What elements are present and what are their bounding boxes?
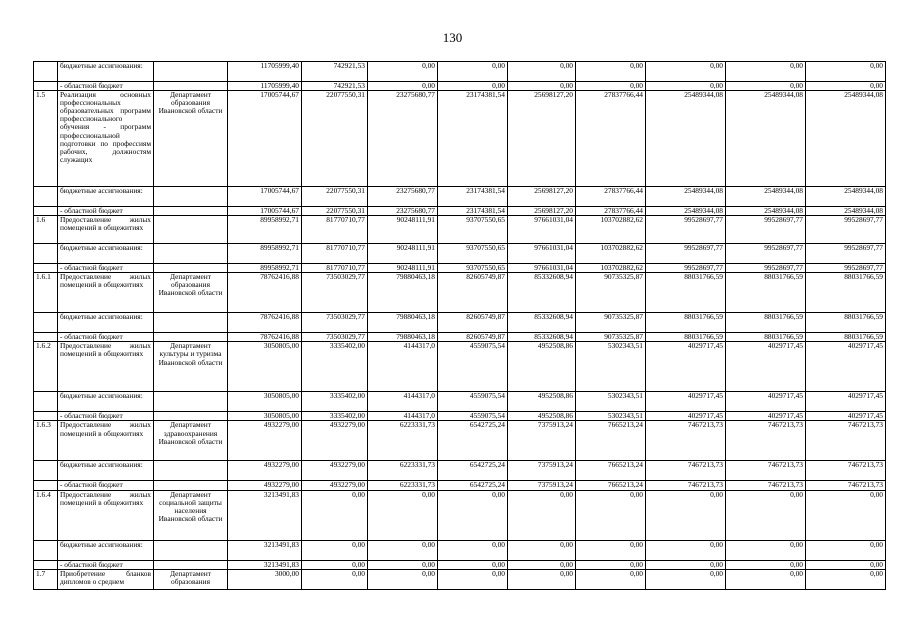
row-value-1: 11705999,40 bbox=[228, 62, 302, 82]
row-value-4: 6542725,24 bbox=[438, 461, 508, 481]
row-value-1: 4932279,00 bbox=[228, 481, 302, 490]
row-responsible bbox=[154, 62, 228, 82]
row-value-4: 0,00 bbox=[438, 82, 508, 91]
row-value-2: 81770710,77 bbox=[302, 264, 368, 273]
row-value-2: 22077550,31 bbox=[302, 91, 368, 187]
budget-table bbox=[33, 61, 886, 590]
row-value-1: 3050805,00 bbox=[228, 342, 302, 392]
row-name: - областной бюджет bbox=[58, 264, 154, 273]
row-name: Предоставление жилых помещений в общежитиях bbox=[58, 342, 154, 392]
row-name: Предоставление жилых помещений в общежитиях bbox=[58, 490, 154, 540]
row-value-4: 4559075,54 bbox=[438, 342, 508, 392]
row-value-1: 3213491,83 bbox=[228, 560, 302, 569]
row-name: бюджетные ассигнования: bbox=[58, 187, 154, 207]
row-value-4: 82605749,87 bbox=[438, 273, 508, 313]
row-value-2: 22077550,31 bbox=[302, 187, 368, 207]
row-value-8: 0,00 bbox=[726, 560, 806, 569]
row-responsible: Департамент образования Ивановской области bbox=[154, 273, 228, 313]
row-value-8: 88031766,59 bbox=[726, 333, 806, 342]
row-value-6: 5302343,51 bbox=[576, 342, 646, 392]
row-value-5: 0,00 bbox=[508, 569, 576, 589]
row-value-9: 7467213,73 bbox=[806, 481, 886, 490]
row-code bbox=[34, 244, 58, 264]
row-value-4: 6542725,24 bbox=[438, 421, 508, 461]
row-value-4: 93707550,65 bbox=[438, 244, 508, 264]
row-value-6: 7665213,24 bbox=[576, 461, 646, 481]
row-value-4: 0,00 bbox=[438, 569, 508, 589]
row-name: бюджетные ассигнования: bbox=[58, 392, 154, 412]
row-name: - областной бюджет bbox=[58, 412, 154, 421]
row-value-4: 0,00 bbox=[438, 490, 508, 540]
row-value-8: 88031766,59 bbox=[726, 313, 806, 333]
row-value-9: 88031766,59 bbox=[806, 313, 886, 333]
row-value-2: 0,00 bbox=[302, 560, 368, 569]
row-value-7: 88031766,59 bbox=[646, 313, 726, 333]
row-name: - областной бюджет bbox=[58, 82, 154, 91]
row-value-4: 0,00 bbox=[438, 560, 508, 569]
row-value-8: 4029717,45 bbox=[726, 342, 806, 392]
row-value-2: 4932279,00 bbox=[302, 461, 368, 481]
row-value-9: 4029717,45 bbox=[806, 392, 886, 412]
table-row bbox=[34, 333, 886, 342]
row-value-8: 25489344,08 bbox=[726, 91, 806, 187]
table-row bbox=[34, 560, 886, 569]
row-value-8: 99528697,77 bbox=[726, 244, 806, 264]
row-value-2: 81770710,77 bbox=[302, 244, 368, 264]
row-value-6: 0,00 bbox=[576, 490, 646, 540]
row-value-4: 6542725,24 bbox=[438, 481, 508, 490]
row-responsible bbox=[154, 333, 228, 342]
row-value-1: 3000,00 bbox=[228, 569, 302, 589]
row-value-3: 90248111,91 bbox=[368, 244, 438, 264]
table-row bbox=[34, 412, 886, 421]
row-value-8: 0,00 bbox=[726, 62, 806, 82]
row-value-8: 0,00 bbox=[726, 540, 806, 560]
row-code bbox=[34, 82, 58, 91]
row-value-3: 4144317,0 bbox=[368, 392, 438, 412]
row-value-2: 742921,53 bbox=[302, 82, 368, 91]
row-value-5: 25698127,20 bbox=[508, 91, 576, 187]
table-row bbox=[34, 342, 886, 392]
row-responsible: Департамент образования bbox=[154, 569, 228, 589]
row-value-2: 22077550,31 bbox=[302, 207, 368, 216]
row-value-4: 23174381,54 bbox=[438, 207, 508, 216]
row-value-5: 0,00 bbox=[508, 82, 576, 91]
row-value-5: 85332608,94 bbox=[508, 273, 576, 313]
table-row bbox=[34, 313, 886, 333]
row-value-8: 0,00 bbox=[726, 82, 806, 91]
row-value-7: 0,00 bbox=[646, 569, 726, 589]
row-value-9: 99528697,77 bbox=[806, 264, 886, 273]
row-name: - областной бюджет bbox=[58, 481, 154, 490]
row-value-5: 97661031,04 bbox=[508, 216, 576, 244]
row-value-8: 25489344,08 bbox=[726, 187, 806, 207]
row-value-8: 0,00 bbox=[726, 490, 806, 540]
row-name: бюджетные ассигнования: bbox=[58, 540, 154, 560]
row-value-3: 6223331,73 bbox=[368, 421, 438, 461]
row-value-9: 88031766,59 bbox=[806, 333, 886, 342]
row-value-9: 25489344,08 bbox=[806, 207, 886, 216]
row-value-9: 88031766,59 bbox=[806, 273, 886, 313]
row-value-4: 0,00 bbox=[438, 540, 508, 560]
row-value-3: 23275680,77 bbox=[368, 207, 438, 216]
row-value-8: 7467213,73 bbox=[726, 481, 806, 490]
row-value-8: 4029717,45 bbox=[726, 392, 806, 412]
row-value-9: 0,00 bbox=[806, 569, 886, 589]
row-responsible bbox=[154, 392, 228, 412]
row-responsible: Департамент образования Ивановской области bbox=[154, 91, 228, 187]
row-responsible bbox=[154, 244, 228, 264]
row-value-3: 0,00 bbox=[368, 490, 438, 540]
table-row bbox=[34, 490, 886, 540]
row-value-7: 99528697,77 bbox=[646, 244, 726, 264]
row-value-3: 79880463,18 bbox=[368, 333, 438, 342]
row-responsible bbox=[154, 82, 228, 91]
row-value-6: 0,00 bbox=[576, 82, 646, 91]
table-row bbox=[34, 273, 886, 313]
row-value-2: 3335402,00 bbox=[302, 392, 368, 412]
row-value-9: 7467213,73 bbox=[806, 461, 886, 481]
row-value-7: 7467213,73 bbox=[646, 421, 726, 461]
row-value-3: 0,00 bbox=[368, 62, 438, 82]
row-value-5: 85332608,94 bbox=[508, 313, 576, 333]
row-value-6: 103702882,62 bbox=[576, 264, 646, 273]
row-value-1: 78762416,88 bbox=[228, 333, 302, 342]
row-value-1: 78762416,88 bbox=[228, 313, 302, 333]
row-value-7: 0,00 bbox=[646, 62, 726, 82]
row-responsible: Департамент культуры и туризма Ивановской области bbox=[154, 342, 228, 392]
row-value-6: 103702882,62 bbox=[576, 216, 646, 244]
row-name: Приобретение бланков дипломов о среднем bbox=[58, 569, 154, 589]
row-value-5: 4952508,86 bbox=[508, 342, 576, 392]
row-value-7: 25489344,08 bbox=[646, 187, 726, 207]
row-name: Предоставление жилых помещений в общежитиях bbox=[58, 421, 154, 461]
row-value-6: 7665213,24 bbox=[576, 421, 646, 461]
table-row bbox=[34, 187, 886, 207]
row-value-4: 4559075,54 bbox=[438, 392, 508, 412]
row-value-5: 85332608,94 bbox=[508, 333, 576, 342]
row-responsible bbox=[154, 216, 228, 244]
row-value-7: 4029717,45 bbox=[646, 392, 726, 412]
row-name: бюджетные ассигнования: bbox=[58, 62, 154, 82]
row-value-1: 89958992,71 bbox=[228, 244, 302, 264]
row-value-4: 23174381,54 bbox=[438, 91, 508, 187]
row-value-9: 4029717,45 bbox=[806, 412, 886, 421]
row-responsible bbox=[154, 461, 228, 481]
row-value-2: 4932279,00 bbox=[302, 421, 368, 461]
row-code: 1.7 bbox=[34, 569, 58, 589]
row-code bbox=[34, 392, 58, 412]
row-code: 1.6.2 bbox=[34, 342, 58, 392]
row-value-5: 7375913,24 bbox=[508, 461, 576, 481]
row-value-5: 7375913,24 bbox=[508, 421, 576, 461]
row-name: Предоставление жилых помещений в общежитиях bbox=[58, 273, 154, 313]
row-value-4: 82605749,87 bbox=[438, 313, 508, 333]
row-value-6: 0,00 bbox=[576, 560, 646, 569]
row-value-1: 17005744,67 bbox=[228, 91, 302, 187]
row-value-2: 0,00 bbox=[302, 569, 368, 589]
table-row bbox=[34, 461, 886, 481]
row-value-2: 0,00 bbox=[302, 540, 368, 560]
row-value-4: 82605749,87 bbox=[438, 333, 508, 342]
row-code bbox=[34, 461, 58, 481]
row-value-3: 23275680,77 bbox=[368, 91, 438, 187]
row-value-2: 73503029,77 bbox=[302, 333, 368, 342]
row-value-3: 79880463,18 bbox=[368, 313, 438, 333]
row-name: бюджетные ассигнования: bbox=[58, 244, 154, 264]
row-responsible bbox=[154, 264, 228, 273]
row-value-1: 89958992,71 bbox=[228, 216, 302, 244]
row-code bbox=[34, 207, 58, 216]
row-name: Реализация основных профессиональных образовательных программ профессионального обучения - программ профессиональной подготовки по профессиям рабочих, должностям служащих bbox=[58, 91, 154, 187]
row-value-9: 0,00 bbox=[806, 490, 886, 540]
row-code: 1.6.4 bbox=[34, 490, 58, 540]
row-code bbox=[34, 560, 58, 569]
row-code: 1.6.1 bbox=[34, 273, 58, 313]
row-value-8: 99528697,77 bbox=[726, 264, 806, 273]
row-value-1: 11705999,40 bbox=[228, 82, 302, 91]
row-value-5: 0,00 bbox=[508, 540, 576, 560]
row-value-9: 7467213,73 bbox=[806, 421, 886, 461]
row-value-2: 0,00 bbox=[302, 490, 368, 540]
row-value-2: 3335402,00 bbox=[302, 412, 368, 421]
row-value-6: 27837766,44 bbox=[576, 187, 646, 207]
row-value-8: 7467213,73 bbox=[726, 461, 806, 481]
row-value-7: 88031766,59 bbox=[646, 273, 726, 313]
row-value-6: 0,00 bbox=[576, 62, 646, 82]
row-value-7: 4029717,45 bbox=[646, 412, 726, 421]
row-value-5: 0,00 bbox=[508, 62, 576, 82]
row-code: 1.6 bbox=[34, 216, 58, 244]
row-value-4: 93707550,65 bbox=[438, 264, 508, 273]
row-responsible bbox=[154, 560, 228, 569]
row-value-8: 88031766,59 bbox=[726, 273, 806, 313]
row-value-7: 0,00 bbox=[646, 490, 726, 540]
row-value-3: 6223331,73 bbox=[368, 461, 438, 481]
row-value-4: 0,00 bbox=[438, 62, 508, 82]
row-value-3: 4144317,0 bbox=[368, 412, 438, 421]
row-responsible bbox=[154, 187, 228, 207]
table-row bbox=[34, 91, 886, 187]
row-value-9: 99528697,77 bbox=[806, 244, 886, 264]
table-row bbox=[34, 207, 886, 216]
row-value-3: 6223331,73 bbox=[368, 481, 438, 490]
row-value-8: 25489344,08 bbox=[726, 207, 806, 216]
row-code: 1.5 bbox=[34, 91, 58, 187]
row-value-1: 3213491,83 bbox=[228, 540, 302, 560]
row-code bbox=[34, 412, 58, 421]
row-value-7: 0,00 bbox=[646, 540, 726, 560]
row-value-8: 4029717,45 bbox=[726, 412, 806, 421]
row-value-1: 4932279,00 bbox=[228, 461, 302, 481]
row-value-3: 0,00 bbox=[368, 540, 438, 560]
row-value-7: 7467213,73 bbox=[646, 481, 726, 490]
table-row bbox=[34, 569, 886, 589]
table-row bbox=[34, 82, 886, 91]
row-value-9: 25489344,08 bbox=[806, 187, 886, 207]
row-value-5: 4952508,86 bbox=[508, 392, 576, 412]
row-value-1: 17005744,67 bbox=[228, 187, 302, 207]
row-name: бюджетные ассигнования: bbox=[58, 461, 154, 481]
row-value-3: 79880463,18 bbox=[368, 273, 438, 313]
row-value-6: 0,00 bbox=[576, 569, 646, 589]
row-code bbox=[34, 62, 58, 82]
table-row bbox=[34, 540, 886, 560]
page-number: 130 bbox=[442, 30, 463, 45]
row-value-2: 73503029,77 bbox=[302, 273, 368, 313]
row-value-5: 0,00 bbox=[508, 490, 576, 540]
row-value-1: 17005744,67 bbox=[228, 207, 302, 216]
row-value-5: 25698127,20 bbox=[508, 187, 576, 207]
row-value-2: 4932279,00 bbox=[302, 481, 368, 490]
row-code bbox=[34, 313, 58, 333]
row-responsible bbox=[154, 313, 228, 333]
table-row bbox=[34, 244, 886, 264]
row-value-7: 0,00 bbox=[646, 82, 726, 91]
row-value-6: 5302343,51 bbox=[576, 412, 646, 421]
row-value-7: 25489344,08 bbox=[646, 207, 726, 216]
row-value-7: 4029717,45 bbox=[646, 342, 726, 392]
row-value-1: 3050805,00 bbox=[228, 412, 302, 421]
row-value-9: 4029717,45 bbox=[806, 342, 886, 392]
row-value-6: 27837766,44 bbox=[576, 207, 646, 216]
row-code bbox=[34, 264, 58, 273]
row-code bbox=[34, 333, 58, 342]
row-value-1: 89958992,71 bbox=[228, 264, 302, 273]
row-value-4: 93707550,65 bbox=[438, 216, 508, 244]
table-row bbox=[34, 392, 886, 412]
row-code bbox=[34, 481, 58, 490]
row-responsible: Департамент здравоохранения Ивановской области bbox=[154, 421, 228, 461]
row-name: бюджетные ассигнования: bbox=[58, 313, 154, 333]
row-value-6: 0,00 bbox=[576, 540, 646, 560]
row-value-9: 99528697,77 bbox=[806, 216, 886, 244]
row-responsible bbox=[154, 207, 228, 216]
row-value-8: 99528697,77 bbox=[726, 216, 806, 244]
row-value-3: 23275680,77 bbox=[368, 187, 438, 207]
row-value-4: 4559075,54 bbox=[438, 412, 508, 421]
row-value-3: 90248111,91 bbox=[368, 216, 438, 244]
row-value-1: 3050805,00 bbox=[228, 392, 302, 412]
row-value-9: 0,00 bbox=[806, 82, 886, 91]
row-value-6: 103702882,62 bbox=[576, 244, 646, 264]
row-value-5: 97661031,04 bbox=[508, 244, 576, 264]
table-row bbox=[34, 481, 886, 490]
row-responsible bbox=[154, 412, 228, 421]
row-value-3: 0,00 bbox=[368, 560, 438, 569]
row-name: - областной бюджет bbox=[58, 333, 154, 342]
row-value-9: 0,00 bbox=[806, 560, 886, 569]
row-value-7: 88031766,59 bbox=[646, 333, 726, 342]
row-responsible bbox=[154, 540, 228, 560]
row-value-5: 4952508,86 bbox=[508, 412, 576, 421]
row-code bbox=[34, 187, 58, 207]
row-value-5: 97661031,04 bbox=[508, 264, 576, 273]
row-value-6: 27837766,44 bbox=[576, 91, 646, 187]
row-value-5: 7375913,24 bbox=[508, 481, 576, 490]
row-name: - областной бюджет bbox=[58, 207, 154, 216]
row-value-6: 7665213,24 bbox=[576, 481, 646, 490]
row-value-7: 99528697,77 bbox=[646, 264, 726, 273]
row-value-1: 3213491,83 bbox=[228, 490, 302, 540]
table-row bbox=[34, 62, 886, 82]
row-value-1: 78762416,88 bbox=[228, 273, 302, 313]
row-value-7: 7467213,73 bbox=[646, 461, 726, 481]
row-value-7: 0,00 bbox=[646, 560, 726, 569]
row-value-9: 25489344,08 bbox=[806, 91, 886, 187]
row-value-6: 90735325,87 bbox=[576, 273, 646, 313]
row-name: Предоставление жилых помещений в общежитиях bbox=[58, 216, 154, 244]
row-value-3: 0,00 bbox=[368, 569, 438, 589]
row-value-2: 3335402,00 bbox=[302, 342, 368, 392]
table-row bbox=[34, 421, 886, 461]
row-value-9: 0,00 bbox=[806, 540, 886, 560]
row-value-2: 81770710,77 bbox=[302, 216, 368, 244]
row-value-6: 90735325,87 bbox=[576, 333, 646, 342]
table-row bbox=[34, 264, 886, 273]
row-value-5: 0,00 bbox=[508, 560, 576, 569]
row-value-2: 742921,53 bbox=[302, 62, 368, 82]
row-value-6: 90735325,87 bbox=[576, 313, 646, 333]
row-name: - областной бюджет bbox=[58, 560, 154, 569]
row-value-3: 90248111,91 bbox=[368, 264, 438, 273]
row-value-5: 25698127,20 bbox=[508, 207, 576, 216]
row-value-6: 5302343,51 bbox=[576, 392, 646, 412]
row-value-9: 0,00 bbox=[806, 62, 886, 82]
row-value-3: 0,00 bbox=[368, 82, 438, 91]
row-value-4: 23174381,54 bbox=[438, 187, 508, 207]
row-responsible: Департамент социальной защиты населения Ивановской области bbox=[154, 490, 228, 540]
table-row bbox=[34, 216, 886, 244]
row-code bbox=[34, 540, 58, 560]
row-responsible bbox=[154, 481, 228, 490]
row-value-1: 4932279,00 bbox=[228, 421, 302, 461]
row-value-8: 7467213,73 bbox=[726, 421, 806, 461]
row-value-7: 99528697,77 bbox=[646, 216, 726, 244]
row-value-2: 73503029,77 bbox=[302, 313, 368, 333]
row-value-7: 25489344,08 bbox=[646, 91, 726, 187]
row-value-8: 0,00 bbox=[726, 569, 806, 589]
row-value-3: 4144317,0 bbox=[368, 342, 438, 392]
row-code: 1.6.3 bbox=[34, 421, 58, 461]
